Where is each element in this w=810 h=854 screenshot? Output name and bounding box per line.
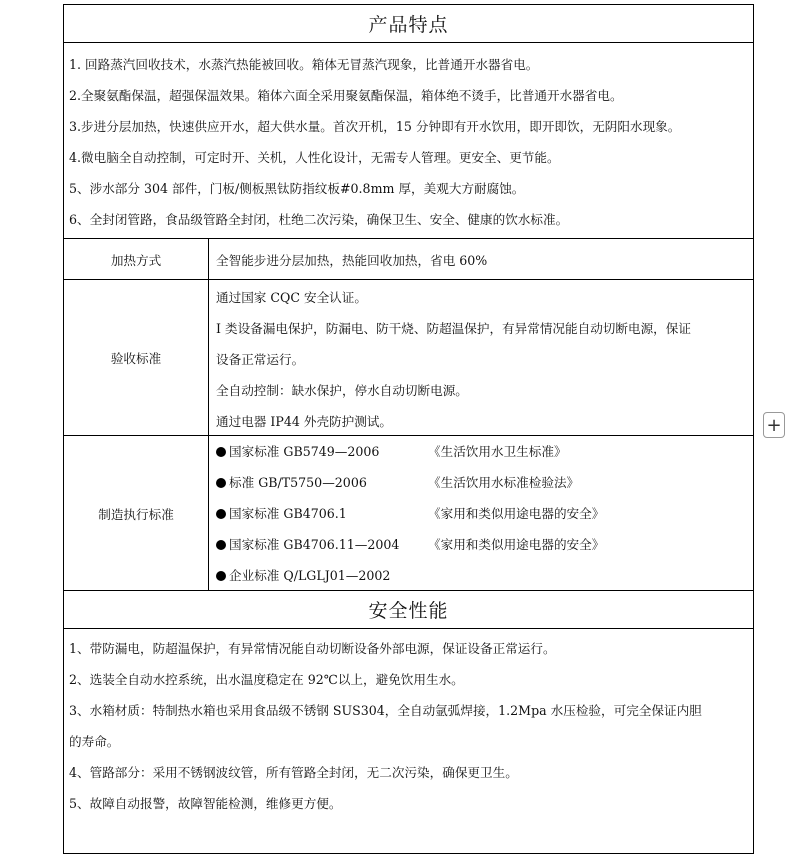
standard-name: 《生活饮用水卫生标准》 (428, 444, 567, 459)
feature-item: 2.全聚氨酯保温，超强保温效果。箱体六面全采用聚氨酯保温，箱体绝不烫手，比普通开水器省电。 (69, 88, 623, 103)
bullet-icon (216, 509, 226, 519)
feature-item: 3.步进分层加热，快速供应开水，超大供水量。首次开机，15 分钟即有开水饮用，即开即饮，无阴阳水现象。 (69, 119, 681, 134)
bullet-icon (216, 540, 226, 550)
standard-code: 国家标准 GB4706.1 (229, 506, 347, 521)
acceptance-line: 通过国家 CQC 安全认证。 (216, 290, 367, 305)
acceptance-row (64, 279, 753, 435)
heating-value: 全智能步进分层加热，热能回收加热，省电 60% (216, 252, 488, 268)
features-list (64, 43, 753, 238)
standard-item (216, 467, 753, 498)
standards-content (209, 436, 753, 590)
standard-code: 国家标准 GB4706.11—2004 (229, 537, 400, 552)
features-title: 产品特点 (64, 5, 753, 43)
standards-row (64, 435, 753, 590)
spec-sheet (63, 4, 754, 854)
acceptance-line: 通过电器 IP44 外壳防护测试。 (216, 414, 393, 429)
standard-code: 国家标准 GB5749—2006 (229, 444, 380, 459)
acceptance-line: I 类设备漏电保护，防漏电、防干烧、防超温保护，有异常情况能自动切断电源，保证 (216, 321, 691, 336)
standard-name: 《生活饮用水标准检验法》 (428, 475, 580, 490)
standard-item (216, 529, 753, 560)
safety-item: 4、管路部分：采用不锈钢波纹管，所有管路全封闭，无二次污染，确保更卫生。 (69, 765, 518, 780)
acceptance-line: 设备正常运行。 (216, 352, 305, 367)
heating-label: 加热方式 (64, 239, 209, 279)
safety-item: 1、带防漏电，防超温保护，有异常情况能自动切断设备外部电源，保证设备正常运行。 (69, 641, 556, 656)
safety-item: 5、故障自动报警，故障智能检测，维修更方便。 (69, 796, 342, 811)
standard-code: 标准 GB/T5750—2006 (229, 475, 367, 490)
standard-item (216, 498, 753, 529)
acceptance-line: 全自动控制：缺水保护，停水自动切断电源。 (216, 383, 468, 398)
acceptance-content (209, 280, 753, 435)
bullet-icon (216, 478, 226, 488)
bullet-icon (216, 571, 226, 581)
safety-item: 2、选装全自动水控系统，出水温度稳定在 92℃以上，避免饮用生水。 (69, 672, 464, 687)
standards-label: 制造执行标准 (64, 436, 209, 590)
feature-item: 1. 回路蒸汽回收技术，水蒸汽热能被回收。箱体无冒蒸汽现象，比普通开水器省电。 (69, 57, 539, 72)
plus-icon: + (766, 414, 782, 436)
standard-name: 《家用和类似用途电器的安全》 (428, 537, 605, 552)
standard-item (216, 560, 753, 591)
standard-name (428, 560, 753, 591)
acceptance-label: 验收标准 (64, 280, 209, 435)
bullet-icon (216, 447, 226, 457)
feature-item: 4.微电脑全自动控制，可定时开、关机，人性化设计，无需专人管理。更安全、更节能。 (69, 150, 560, 165)
safety-list (64, 629, 753, 819)
safety-title: 安全性能 (64, 590, 753, 629)
add-button[interactable] (763, 412, 785, 438)
standard-name: 《家用和类似用途电器的安全》 (428, 506, 605, 521)
heating-row (64, 238, 753, 279)
standard-code: 企业标准 Q/LGLJ01—2002 (229, 568, 391, 583)
standard-item (216, 436, 753, 467)
feature-item: 5、涉水部分 304 部件，门板/侧板黑钛防指纹板#0.8mm 厚，美观大方耐腐蚀。 (69, 181, 525, 196)
safety-item: 3、水箱材质：特制热水箱也采用食品级不锈钢 SUS304，全自动氩弧焊接，1.2Mpa 水压检验，可完全保证内胆 (69, 703, 702, 718)
feature-item: 6、全封闭管路，食品级管路全封闭，杜绝二次污染，确保卫生、安全、健康的饮水标准。 (69, 212, 569, 227)
safety-item: 的寿命。 (69, 734, 120, 749)
